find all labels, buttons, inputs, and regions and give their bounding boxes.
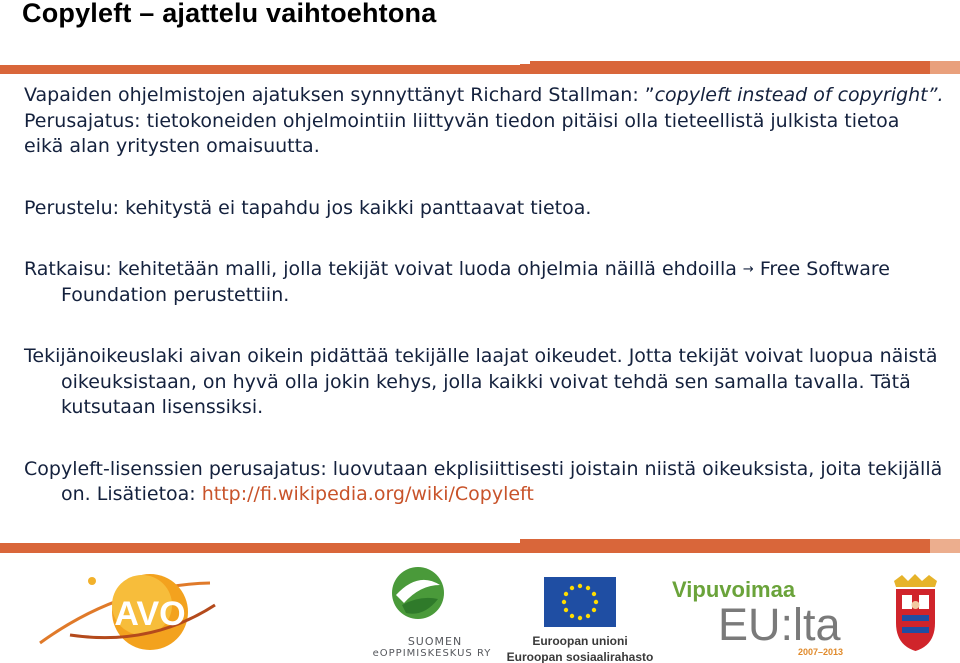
eoppimiskeskus-logo — [372, 565, 492, 660]
eoppimiskeskus-line1: SUOMEN — [407, 635, 463, 648]
slide-title: Copyleft – ajattelu vaihtoehtona — [22, 0, 437, 28]
wikipedia-link[interactable]: http://fi.wikipedia.org/wiki/Copyleft — [201, 483, 534, 505]
svg-text:AVO: AVO — [114, 595, 186, 633]
arrow-icon: → — [742, 262, 754, 277]
eulta-text: EU:lta — [718, 599, 841, 650]
eu-logo — [505, 577, 655, 662]
eu-caption-line2: Euroopan sosiaalirahasto — [506, 650, 654, 663]
coat-of-arms-logo — [888, 573, 943, 653]
coat-of-arms-icon — [888, 573, 943, 653]
top-accent-bar — [0, 61, 960, 74]
paragraph-tekijanoikeus: Tekijänoikeuslaki aivan oikein pidättää tekijälle laajat oikeudet. Jotta tekijät voivat luopua näistä oikeuksistaan, on hyvä olla jokin kehys, jolla kaikki voivat tehdä sen samalla tavalla. Tätä kutsutaan lisenssiksi. — [24, 345, 938, 418]
eoppimiskeskus-icon — [380, 565, 490, 625]
eoppimiskeskus-line2: eOPPIMISKESKUS RY — [372, 648, 492, 659]
eu-caption-line1: Euroopan unioni — [532, 634, 628, 648]
paragraph-ratkaisu: Ratkaisu: kehitetään malli, jolla tekijät voivat luoda ohjelmia näillä ehdoilla → Free Software Foundation perustettiin. — [24, 258, 890, 306]
years-text: 2007–2013 — [798, 647, 844, 657]
copyleft-quote: copyleft instead of copyright”. — [654, 84, 944, 106]
partner-logos — [0, 553, 960, 663]
vipuvoimaa-logo — [672, 577, 852, 662]
paragraph-perusajatus: Copyleft-lisenssien perusajatus: luovutaan ekplisiittisesti joistain niistä oikeuksista, joita tekijällä on. Lisätietoa: http://fi.wikipedia.org/wiki/Copyleft — [24, 457, 943, 505]
slide-body — [24, 83, 944, 508]
bottom-accent-bar — [0, 539, 960, 553]
avo-logo — [30, 565, 220, 660]
eu-flag-icon — [544, 577, 616, 627]
paragraph-perustelu: Perustelu: kehitystä ei tapahdu jos kaikki panttaavat tietoa. — [24, 196, 592, 219]
vipuvoimaa-text: Vipuvoimaa — [672, 577, 796, 602]
paragraph-stallman: Vapaiden ohjelmistojen ajatuksen synnyttänyt Richard Stallman: ”copyleft instead of copyright”. Perusajatus: tietokoneiden ohjelmointiin liittyvän tiedon pitäisi olla tieteellistä julkista tietoa eikä alan yritysten omaisuutta. — [24, 84, 944, 157]
avo-planet-logo — [30, 565, 220, 660]
